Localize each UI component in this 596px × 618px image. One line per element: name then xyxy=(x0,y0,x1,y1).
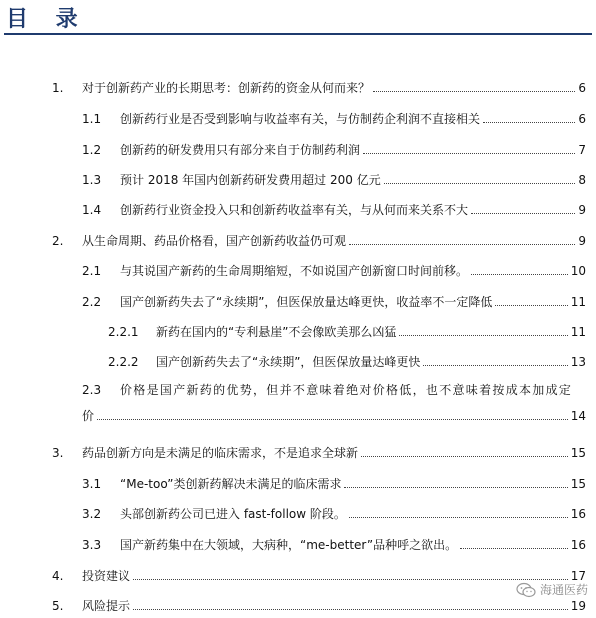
toc-number: 1.3 xyxy=(82,173,102,187)
toc-page: 6 xyxy=(578,81,586,95)
toc-page: 16 xyxy=(570,507,586,521)
toc-text: 投资建议 xyxy=(82,569,131,583)
toc-number: 2.2 xyxy=(82,295,102,309)
toc-text: 新药在国内的“专利悬崖”不会像欧美那么凶猛 xyxy=(156,325,397,339)
toc-entry-2-2-1[interactable] xyxy=(108,322,586,340)
toc-number: 2.2.2 xyxy=(108,355,139,369)
dotted-leader xyxy=(460,548,568,549)
dotted-leader xyxy=(373,91,575,92)
toc-page: 11 xyxy=(570,325,586,339)
toc-entry-1-3[interactable] xyxy=(82,170,586,188)
toc-text: 价格是国产新药的优势，但并不意味着绝对价格低，也不意味着按成本加成定 xyxy=(120,383,573,397)
dotted-leader xyxy=(384,183,576,184)
toc-entry-2-1[interactable] xyxy=(82,261,586,279)
toc-text: 预计 2018 年国内创新药研发费用超过 200 亿元 xyxy=(120,173,381,187)
toc-text: 风险提示 xyxy=(82,599,131,613)
toc-number: 2.3 xyxy=(82,383,102,397)
toc-entry-2-3[interactable] xyxy=(82,377,586,424)
toc-page: 15 xyxy=(570,477,586,491)
dotted-leader xyxy=(133,579,568,580)
toc-entry-5[interactable] xyxy=(52,596,586,614)
toc-number: 4. xyxy=(52,569,64,583)
toc-number: 1.4 xyxy=(82,203,102,217)
toc-text: 创新药的研发费用只有部分来自于仿制药利润 xyxy=(120,143,361,157)
toc-number: 3.2 xyxy=(82,507,102,521)
toc-text: 国产创新药失去了“永续期”，但医保放量达峰更快 xyxy=(156,355,421,369)
toc-entry-3-3[interactable] xyxy=(82,535,586,553)
dotted-leader xyxy=(349,244,575,245)
toc-text: 创新药行业资金投入只和创新药收益率有关，与从何而来关系不大 xyxy=(120,203,469,217)
toc-number: 1. xyxy=(52,81,64,95)
toc-page: 10 xyxy=(570,264,586,278)
dotted-leader xyxy=(133,609,568,610)
toc-page: 8 xyxy=(578,173,586,187)
toc-page: 11 xyxy=(570,295,586,309)
dotted-leader xyxy=(363,153,575,154)
toc-text: 国产新药集中在大领域，大病种，“me-better”品种呼之欲出。 xyxy=(120,538,458,552)
toc-page: 14 xyxy=(570,409,586,423)
toc-number: 2. xyxy=(52,234,64,248)
toc-text: 对于创新药产业的长期思考：创新药的资金从何而来？ xyxy=(82,81,371,95)
dotted-leader xyxy=(471,213,575,214)
toc-entry-4[interactable] xyxy=(52,566,586,584)
toc-text: 从生命周期、药品价格看，国产创新药收益仍可观 xyxy=(82,234,347,248)
toc-number: 3.1 xyxy=(82,477,102,491)
toc-text: 头部创新药公司已进入 fast-follow 阶段。 xyxy=(120,507,346,521)
toc-number: 2.1 xyxy=(82,264,102,278)
toc-text-continued: 价 xyxy=(82,409,95,423)
dotted-leader xyxy=(483,122,575,123)
toc-page: 17 xyxy=(570,569,586,583)
dotted-leader xyxy=(399,335,567,336)
dotted-leader xyxy=(471,274,568,275)
toc-text: 药品创新方向是未满足的临床需求，不是追求全球新 xyxy=(82,446,359,460)
toc-page: 19 xyxy=(570,599,586,613)
watermark-text: 海通医药 xyxy=(539,583,588,597)
toc-number: 1.1 xyxy=(82,112,102,126)
toc-text: 与其说国产新药的生命周期缩短，不如说国产创新窗口时间前移。 xyxy=(120,264,469,278)
dotted-leader xyxy=(495,305,567,306)
toc-entry-2-2[interactable] xyxy=(82,292,586,310)
dotted-leader xyxy=(423,365,567,366)
dotted-leader xyxy=(97,419,568,420)
toc-entry-1-2[interactable] xyxy=(82,140,586,158)
toc-entry-1-4[interactable] xyxy=(82,200,586,218)
toc-entry-3-1[interactable] xyxy=(82,474,586,492)
toc-page: 15 xyxy=(570,446,586,460)
toc-number: 3.3 xyxy=(82,538,102,552)
toc-page: 9 xyxy=(578,234,586,248)
toc-entry-2-2-2[interactable] xyxy=(108,352,586,370)
toc-entry-1-1[interactable] xyxy=(82,109,586,127)
toc-text: 创新药行业是否受到影响与收益率有关，与仿制药企利润不直接相关 xyxy=(120,112,481,126)
toc-page: 9 xyxy=(578,203,586,217)
toc-entry-2[interactable] xyxy=(52,231,586,249)
toc-number: 3. xyxy=(52,446,64,460)
toc-entry-1[interactable] xyxy=(52,78,586,96)
wechat-icon xyxy=(516,582,536,598)
page-title: 目 录 xyxy=(6,6,88,32)
watermark xyxy=(516,581,588,598)
dotted-leader xyxy=(349,517,568,518)
toc-number: 5. xyxy=(52,599,64,613)
toc-number: 2.2.1 xyxy=(108,325,139,339)
toc-number: 1.2 xyxy=(82,143,102,157)
toc-page: 6 xyxy=(578,112,586,126)
toc-page: 7 xyxy=(578,143,586,157)
dotted-leader xyxy=(361,456,568,457)
toc-page: 13 xyxy=(570,355,586,369)
dotted-leader xyxy=(344,487,567,488)
toc-entry-3-2[interactable] xyxy=(82,504,586,522)
toc-text: 国产创新药失去了“永续期”，但医保放量达峰更快，收益率不一定降低 xyxy=(120,295,493,309)
toc-text: “Me-too”类创新药解决未满足的临床需求 xyxy=(120,477,342,491)
toc-page: 16 xyxy=(570,538,586,552)
toc-entry-3[interactable] xyxy=(52,443,586,461)
